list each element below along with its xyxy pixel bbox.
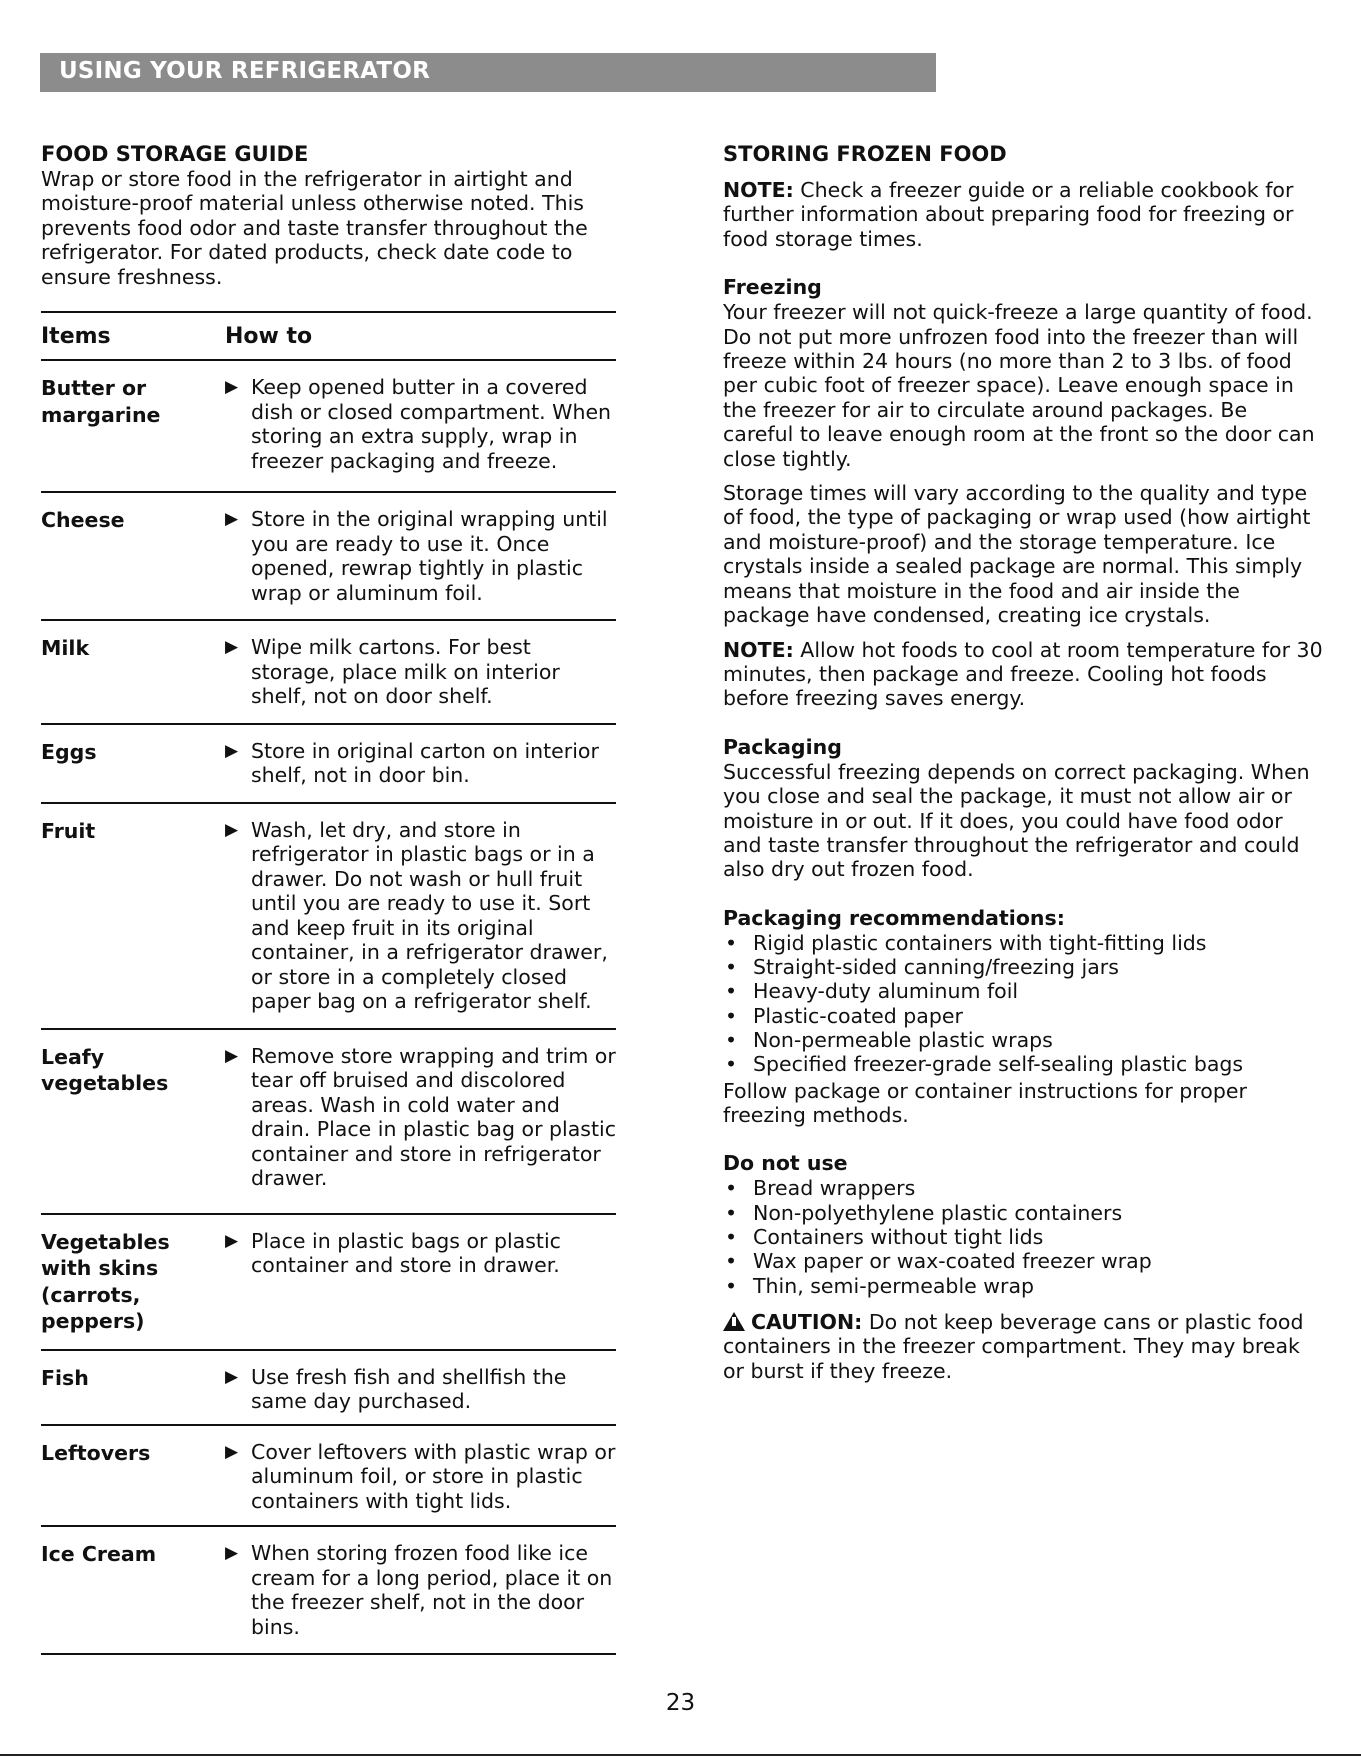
item-name: Leftovers	[41, 1440, 151, 1465]
how-to-cell	[225, 635, 616, 709]
note-text: Allow hot foods to cool at room temperature for 30 minutes, then package and freeze. Cooling hot foods before freezing saves energy.	[723, 637, 1323, 711]
freezing-title: Freezing	[723, 275, 822, 300]
how-to-cell	[225, 375, 616, 473]
list-item: • Thin, semi-permeable wrap	[725, 1273, 1035, 1298]
how-to-cell	[225, 507, 616, 605]
table-body	[41, 361, 616, 1655]
list-item: • Non-permeable plastic wraps	[725, 1027, 1053, 1052]
note-hot-foods	[723, 638, 1323, 711]
note-text: Check a freezer guide or a reliable cookbook for further information about preparing food for freezing or food storage times.	[723, 178, 1294, 251]
list-item: • Wax paper or wax-coated freezer wrap	[725, 1249, 1152, 1274]
list-item: • Rigid plastic containers with tight-fitting lids	[725, 930, 1207, 955]
how-to-cell	[225, 818, 616, 1014]
how-to-cell	[225, 1229, 616, 1335]
how-to-cell	[225, 1365, 616, 1414]
how-to-text: Keep opened butter in a covered dish or closed compartment. When storing an extra supply, wrap in freezer packaging and freeze.	[251, 375, 612, 473]
arrow-right-icon: ▶	[225, 1045, 239, 1066]
arrow-right-icon: ▶	[225, 377, 239, 397]
how-to-text: Store in original carton on interior shelf, not in door bin.	[251, 738, 599, 787]
how-to-text: Cover leftovers with plastic wrap or aluminum foil, or store in plastic containers with tight lids.	[251, 1439, 616, 1513]
food-storage-guide-title: FOOD STORAGE GUIDE	[41, 142, 309, 166]
packaging-title: Packaging	[723, 734, 842, 759]
how-to-text: Wash, let dry, and store in refrigerator in plastic bags or in a drawer. Do not wash or hull fruit until you are ready to use it. Sort and keep fruit in its original container, in a refrigerator drawer, or store in a completely closed paper bag on a refrigerator shelf.	[251, 817, 608, 1013]
note-freezer-guide	[723, 178, 1323, 251]
table-row	[41, 621, 616, 725]
food-storage-table	[41, 311, 616, 1655]
table-row	[41, 361, 616, 493]
arrow-right-icon: ▶	[225, 1230, 239, 1251]
warning-icon	[723, 1312, 745, 1331]
section-header-title: USING YOUR REFRIGERATOR	[59, 58, 430, 84]
do-not-use-title: Do not use	[723, 1151, 848, 1176]
section-header-bar	[40, 53, 936, 92]
item-name: Leafy vegetables	[41, 1044, 169, 1095]
item-name: Milk	[41, 636, 90, 660]
how-to-text: Place in plastic bags or plastic container and store in drawer.	[251, 1228, 561, 1277]
how-to-cell	[225, 1044, 616, 1191]
item-name: Eggs	[41, 739, 97, 764]
packaging-paragraph: Successful freezing depends on correct packaging. When you close and seal the package, it must not allow air or moisture in or out. If it does, you could have food odor and taste transfer throughout the refrigerator and could also dry out frozen food.	[723, 759, 1310, 882]
item-name: Ice Cream	[41, 1542, 157, 1566]
list-item: • Non-polyethylene plastic containers	[725, 1200, 1123, 1225]
how-to-cell	[225, 1541, 616, 1639]
do-not-use-list	[723, 1176, 1323, 1297]
left-column	[41, 142, 616, 289]
table-row	[41, 493, 616, 621]
table-row	[41, 1351, 616, 1426]
list-item: • Plastic-coated paper	[725, 1003, 963, 1028]
list-item: • Containers without tight lids	[725, 1224, 1044, 1249]
storing-frozen-food-title: STORING FROZEN FOOD	[723, 142, 1007, 166]
how-to-text: Remove store wrapping and trim or tear off bruised and discolored areas. Wash in cold water and drain. Place in plastic bag or plastic container and store in refrigerator drawer.	[251, 1043, 616, 1190]
table-row	[41, 1426, 616, 1528]
table-row	[41, 1030, 616, 1215]
arrow-right-icon: ▶	[225, 637, 239, 657]
item-name: Fruit	[41, 818, 96, 843]
list-item: • Specified freezer-grade self-sealing plastic bags	[725, 1052, 1244, 1077]
freezing-paragraph: Your freezer will not quick-freeze a large quantity of food. Do not put more unfrozen food into the freezer than will freeze within 24 hours (no more than 2 to 3 lbs. of food per cubic foot of freezer space). Leave enough space in the freezer for air to circulate around packages. Be careful to leave enough room at the front so the door can close tightly.	[723, 300, 1315, 471]
how-to-text: Store in the original wrapping until you are ready to use it. Once opened, rewrap tightly in plastic wrap or aluminum foil.	[251, 507, 608, 605]
item-name: Cheese	[41, 508, 125, 532]
how-to-text: When storing frozen food like ice cream for a long period, place it on the freezer shelf, not in the door bins.	[251, 1541, 613, 1639]
table-row	[41, 1527, 616, 1655]
arrow-right-icon: ▶	[225, 509, 239, 529]
item-name: Vegetables with skins (carrots, peppers)	[41, 1229, 170, 1333]
how-to-cell	[225, 1440, 616, 1514]
caution-label: CAUTION:	[751, 1309, 863, 1334]
list-item: • Heavy-duty aluminum foil	[725, 979, 1019, 1004]
list-item: • Straight-sided canning/freezing jars	[725, 955, 1119, 980]
arrow-right-icon: ▶	[225, 819, 239, 840]
storage-times-paragraph: Storage times will vary according to the quality and type of food, the type of packaging or wrap used (how airtight and moisture-proof) and the storage temperature. Ice crystals inside a sealed package are normal. This simply means that moisture in the food and air inside the package have condensed, creating ice crystals.	[723, 481, 1311, 628]
bottom-divider	[0, 1754, 1361, 1756]
table-header	[41, 313, 616, 361]
table-row	[41, 804, 616, 1030]
arrow-right-icon: ▶	[225, 1441, 239, 1462]
packaging-recommendations-title: Packaging recommendations:	[723, 905, 1065, 930]
arrow-right-icon: ▶	[225, 1543, 239, 1563]
table-row	[41, 725, 616, 804]
caution-paragraph	[723, 1310, 1323, 1383]
arrow-right-icon: ▶	[225, 740, 239, 761]
packaging-follow-text: Follow package or container instructions for proper freezing methods.	[723, 1078, 1247, 1127]
column-header-items: Items	[41, 323, 111, 349]
how-to-text: Use fresh fish and shellfish the same day purchased.	[251, 1364, 567, 1413]
right-column	[723, 142, 1323, 1383]
caution-text: Do not keep beverage cans or plastic food containers in the freezer compartment. They may break or burst if they freeze.	[723, 1309, 1304, 1383]
note-label: NOTE:	[723, 178, 794, 202]
page-number: 23	[665, 1690, 696, 1716]
how-to-text: Wipe milk cartons. For best storage, place milk on interior shelf, not on door shelf.	[251, 635, 560, 708]
packaging-recommendations-list	[723, 931, 1323, 1077]
item-name: Butter or margarine	[41, 376, 161, 427]
column-header-how-to: How to	[225, 323, 313, 349]
item-name: Fish	[41, 1365, 89, 1390]
food-storage-intro: Wrap or store food in the refrigerator in airtight and moisture-proof material unless otherwise noted. This prevents food odor and taste transfer throughout the refrigerator. For dated products, check date code to ensure freshness.	[41, 167, 588, 289]
arrow-right-icon: ▶	[225, 1366, 239, 1387]
list-item: • Bread wrappers	[725, 1176, 916, 1201]
how-to-cell	[225, 739, 616, 788]
table-row	[41, 1215, 616, 1351]
note-label: NOTE:	[723, 637, 794, 662]
